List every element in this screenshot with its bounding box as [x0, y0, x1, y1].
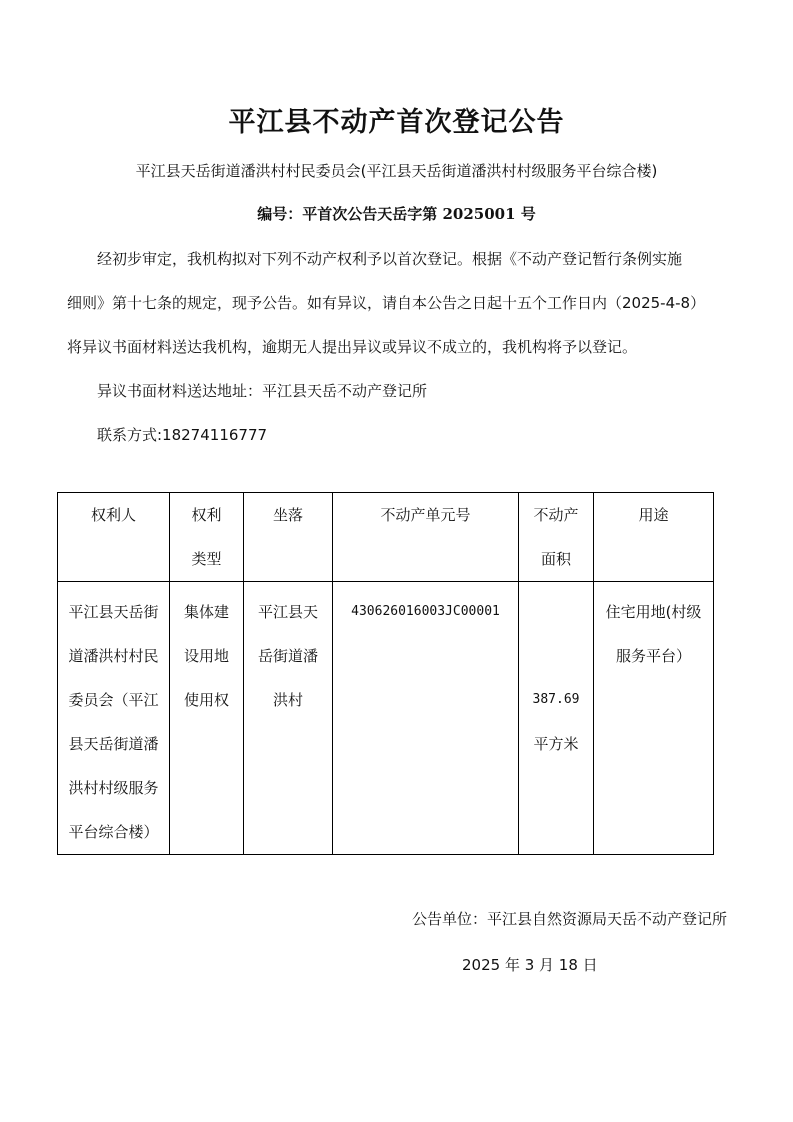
cell-unit-number: 430626016003JC00001	[333, 582, 519, 855]
notice-title: 平江县不动产首次登记公告	[228, 107, 565, 138]
cell-right-holder: 平江县天岳街 道潘洪村村民 委员会（平江 县天岳街道潘 洪村村级服务 平台综合楼）	[58, 582, 170, 855]
notice-number: 编号：平首次公告天岳字第 2025001 号	[257, 205, 536, 223]
header-right-type: 权利 类型	[170, 493, 244, 582]
table-row	[58, 582, 714, 855]
cell-usage: 住宅用地(村级 服务平台）	[594, 582, 714, 855]
cell-right-type: 集体建 设用地 使用权	[170, 582, 244, 855]
body-paragraph-line-2: 细则》第十七条的规定，现予公告。如有异议，请自本公告之日起十五个工作日内（2025-4-8）	[67, 294, 706, 312]
header-usage: 用途	[594, 493, 714, 582]
table-header-row	[58, 493, 714, 582]
issuing-organization: 公告单位：平江县自然资源局天岳不动产登记所	[411, 910, 727, 928]
contact-info: 联系方式:18274116777	[97, 426, 268, 444]
header-area: 不动产 面积	[519, 493, 594, 582]
issue-date: 2025 年 3 月 18 日	[462, 956, 598, 974]
cell-location: 平江县天 岳街道潘 洪村	[244, 582, 333, 855]
header-right-holder: 权利人	[58, 493, 170, 582]
registration-table	[57, 492, 714, 855]
objection-address: 异议书面材料送达地址：平江县天岳不动产登记所	[97, 382, 428, 400]
cell-area: 387.69 平方米	[519, 582, 594, 855]
body-paragraph-line-1: 经初步审定，我机构拟对下列不动产权利予以首次登记。根据《不动产登记暂行条例实施	[97, 250, 683, 268]
notice-subtitle: 平江县天岳街道潘洪村村民委员会(平江县天岳街道潘洪村村级服务平台综合楼)	[135, 162, 658, 180]
body-paragraph-line-3: 将异议书面材料送达我机构，逾期无人提出异议或异议不成立的，我机构将予以登记。	[67, 338, 638, 356]
header-unit-number: 不动产单元号	[333, 493, 519, 582]
header-location: 坐落	[244, 493, 333, 582]
